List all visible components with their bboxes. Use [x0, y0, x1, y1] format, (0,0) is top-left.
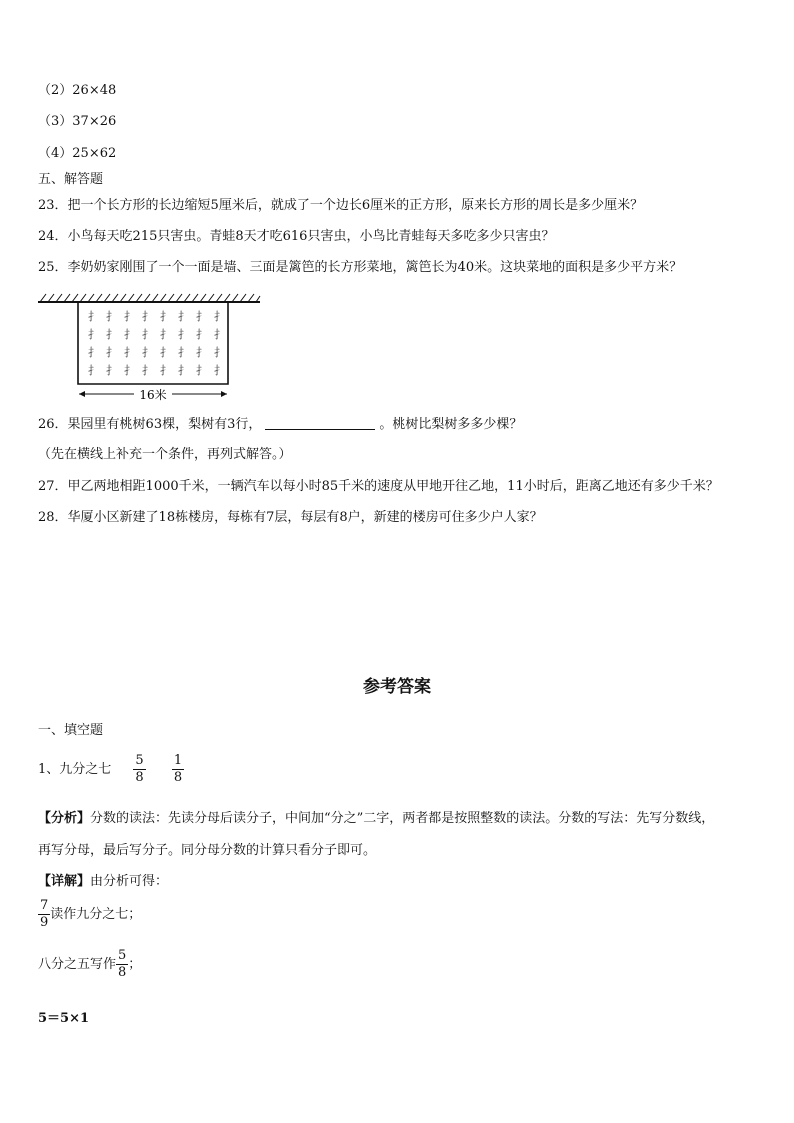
plant-mark: ⺘ — [214, 328, 225, 341]
analysis-line-2: 再写分母，最后写分子。同分母分数的计算只看分子即可。 — [38, 843, 377, 858]
plant-mark: ⺘ — [214, 364, 225, 377]
plant-mark: ⺘ — [214, 346, 225, 359]
plant-mark: ⺘ — [106, 328, 117, 341]
detail-tag: 【详解】 — [38, 874, 91, 889]
detail-text: 由分析可得： — [90, 874, 169, 889]
detail-line — [38, 873, 168, 891]
plant-mark: ⺘ — [142, 310, 153, 323]
step-2 — [38, 948, 141, 981]
step-3: 5＝5×1 — [38, 1011, 90, 1026]
plant-mark: ⺘ — [124, 310, 135, 323]
problem-26-note: （先在横线上补充一个条件，再列式解答。） — [38, 447, 292, 462]
plant-mark: ⺘ — [88, 364, 99, 377]
calc-item-4: （4）25×62 — [38, 146, 117, 161]
plant-mark: ⺘ — [196, 364, 207, 377]
plant-mark: ⺘ — [196, 346, 207, 359]
step-2-text: 八分之五写作 — [38, 957, 117, 972]
wall-hatching — [40, 294, 260, 302]
answers-section-1: 一、填空题 — [38, 723, 104, 738]
answers-title: 参考答案 — [363, 677, 431, 697]
problem-26-suffix: 。桃树比梨树多多少棵？ — [379, 417, 523, 432]
plant-mark: ⺘ — [178, 364, 189, 377]
step-1-text: 读作九分之七； — [50, 907, 142, 922]
step-1-fraction: $\frac{7}{9}$ — [40, 898, 49, 930]
plant-mark: ⺘ — [160, 364, 171, 377]
plant-mark: ⺘ — [178, 310, 189, 323]
problem-26 — [38, 415, 522, 434]
plant-mark: ⺘ — [142, 346, 153, 359]
analysis-text-1: 分数的读法：先读分母后读分子，中间加“分之”二字，两者都是按照整数的读法。分数的写法：先写分数线， — [90, 811, 715, 826]
answer-1-fraction-2: $\frac{1}{8}$ — [173, 753, 183, 785]
step-2-end: ； — [128, 957, 142, 972]
plant-mark: ⺘ — [196, 328, 207, 341]
plant-mark: ⺘ — [124, 346, 135, 359]
plant-mark: ⺘ — [88, 310, 99, 323]
problem-25: 25．李奶奶家刚围了一个一面是墙、三面是篱笆的长方形菜地，篱笆长为40米。这块菜地的面积是多少平方米？ — [38, 260, 683, 275]
problem-26-prefix: 26．果园里有桃树63棵，梨树有3行， — [38, 417, 262, 432]
vegetable-plot-figure — [38, 292, 263, 404]
answer-1-fraction-1: $\frac{5}{8}$ — [135, 753, 144, 785]
plant-mark: ⺘ — [124, 364, 135, 377]
section-heading-5: 五、解答题 — [38, 172, 104, 187]
step-2-fraction: $\frac{5}{8}$ — [118, 948, 127, 980]
analysis-line-1 — [38, 810, 714, 828]
calc-item-3: （3）37×26 — [38, 114, 117, 129]
analysis-tag: 【分析】 — [38, 811, 91, 826]
plant-mark: ⺘ — [88, 328, 99, 341]
answer-1-label: 1、九分之七 — [38, 762, 112, 777]
plant-mark: ⺘ — [196, 310, 207, 323]
plant-mark: ⺘ — [160, 328, 171, 341]
plant-grid — [88, 309, 225, 377]
problem-27: 27．甲乙两地相距1000千米，一辆汽车以每小时85千米的速度从甲地开往乙地，11小时后，距离乙地还有多少千米？ — [38, 479, 719, 494]
plant-mark: ⺘ — [106, 346, 117, 359]
plant-mark: ⺘ — [124, 328, 135, 341]
plant-mark: ⺘ — [106, 364, 117, 377]
plant-mark: ⺘ — [178, 346, 189, 359]
plant-mark: ⺘ — [160, 310, 171, 323]
plant-mark: ⺘ — [142, 328, 153, 341]
answer-blank[interactable] — [265, 415, 375, 430]
calc-item-2: （2）26×48 — [38, 83, 117, 98]
plant-mark: ⺘ — [106, 310, 117, 323]
plant-mark: ⺘ — [178, 328, 189, 341]
answer-1 — [38, 753, 184, 786]
problem-28: 28．华厦小区新建了18栋楼房，每栋有7层，每层有8户，新建的楼房可住多少户人家？ — [38, 510, 543, 525]
plant-mark: ⺘ — [160, 346, 171, 359]
width-label: 16米 — [139, 388, 167, 402]
problem-23: 23．把一个长方形的长边缩短5厘米后，就成了一个边长6厘米的正方形，原来长方形的周长是多少厘米？ — [38, 198, 644, 213]
plant-mark: ⺘ — [142, 364, 153, 377]
plant-mark: ⺘ — [88, 346, 99, 359]
problem-24: 24．小鸟每天吃215只害虫。青蛙8天才吃616只害虫，小鸟比青蛙每天多吃多少只害虫？ — [38, 229, 555, 244]
step-1 — [38, 898, 141, 931]
plant-mark: ⺘ — [214, 310, 225, 323]
